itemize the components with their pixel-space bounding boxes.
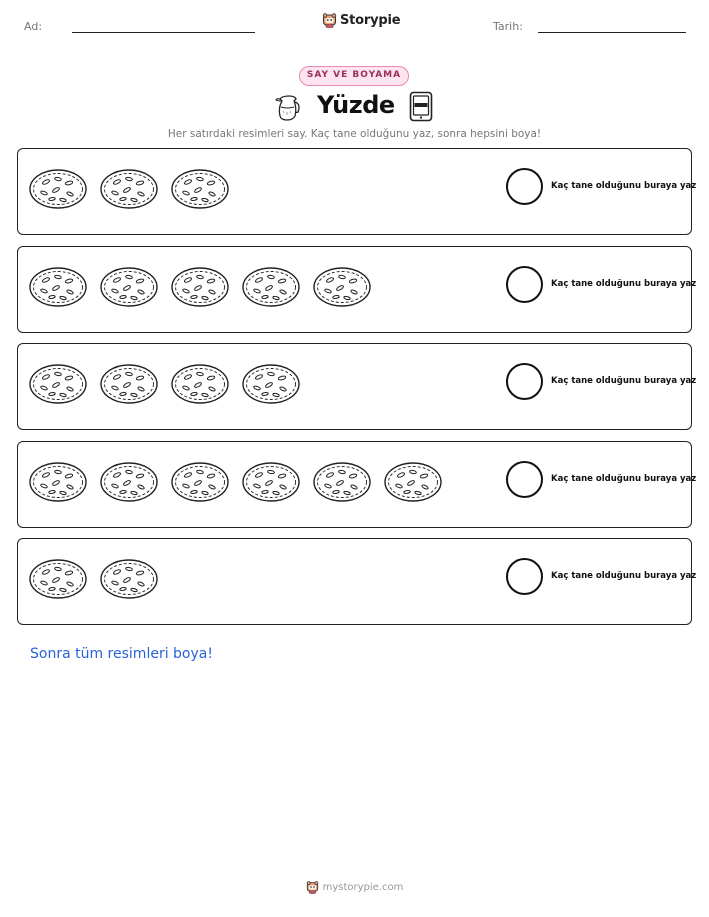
footer-url: mystorypie.com — [322, 881, 404, 893]
count-row — [17, 246, 697, 333]
cookie-icon[interactable] — [28, 558, 88, 600]
cookie-icon[interactable] — [241, 266, 301, 308]
date-label: Tarih: — [493, 20, 523, 33]
answer-label: Kaç tane olduğunu buraya yaz — [551, 473, 697, 484]
count-row — [17, 538, 697, 625]
count-row — [17, 343, 697, 430]
answer-label: Kaç tane olduğunu buraya yaz — [551, 571, 697, 581]
name-field-line[interactable] — [72, 32, 255, 33]
cookie-icon[interactable] — [241, 461, 301, 503]
cookie-icon[interactable] — [312, 266, 372, 308]
brand-name: Storypie — [340, 12, 401, 28]
cookie-icon[interactable] — [28, 168, 88, 210]
cookie-icon[interactable] — [241, 363, 301, 405]
cookie-icon[interactable] — [99, 558, 159, 600]
cookie-icon[interactable] — [383, 461, 443, 503]
cookie-icon[interactable] — [28, 363, 88, 405]
cookie-icon[interactable] — [170, 461, 230, 503]
tablet-icon — [409, 91, 433, 122]
brand-logo — [322, 12, 400, 28]
cookie-icon[interactable] — [28, 461, 88, 503]
cookie-icon[interactable] — [170, 363, 230, 405]
footer-brand — [0, 880, 709, 894]
answer-circle[interactable] — [506, 168, 543, 205]
name-label: Ad: — [24, 20, 43, 33]
cookie-icon[interactable] — [170, 266, 230, 308]
cookie-icon[interactable] — [312, 461, 372, 503]
date-field-line[interactable] — [538, 32, 686, 33]
cookie-icon[interactable] — [99, 266, 159, 308]
cookie-icon[interactable] — [99, 461, 159, 503]
activity-badge: SAY VE BOYAMA — [299, 66, 409, 86]
answer-circle[interactable] — [506, 266, 543, 303]
instruction-text: Her satırdaki resimleri say. Kaç tane olduğunu yaz, sonra hepsini boya! — [167, 128, 542, 140]
page-title: Yüzde — [317, 91, 395, 119]
title-row — [273, 90, 437, 124]
answer-label: Kaç tane olduğunu buraya yaz — [551, 376, 697, 386]
answer-label: Kaç tane olduğunu buraya yaz — [551, 278, 697, 289]
storypie-mascot-icon — [322, 12, 337, 28]
answer-circle[interactable] — [506, 363, 543, 400]
cookie-icon[interactable] — [99, 168, 159, 210]
footer-note: Sonra tüm resimleri boya! — [30, 646, 213, 662]
count-row — [17, 148, 697, 235]
cookie-icon[interactable] — [99, 363, 159, 405]
pitcher-icon — [273, 92, 303, 122]
answer-label: Kaç tane olduğunu buraya yaz — [551, 181, 697, 191]
answer-circle[interactable] — [506, 461, 543, 498]
answer-circle[interactable] — [506, 558, 543, 595]
cookie-icon[interactable] — [170, 168, 230, 210]
count-row — [17, 441, 697, 528]
cookie-icon[interactable] — [28, 266, 88, 308]
storypie-mascot-icon — [306, 880, 319, 894]
